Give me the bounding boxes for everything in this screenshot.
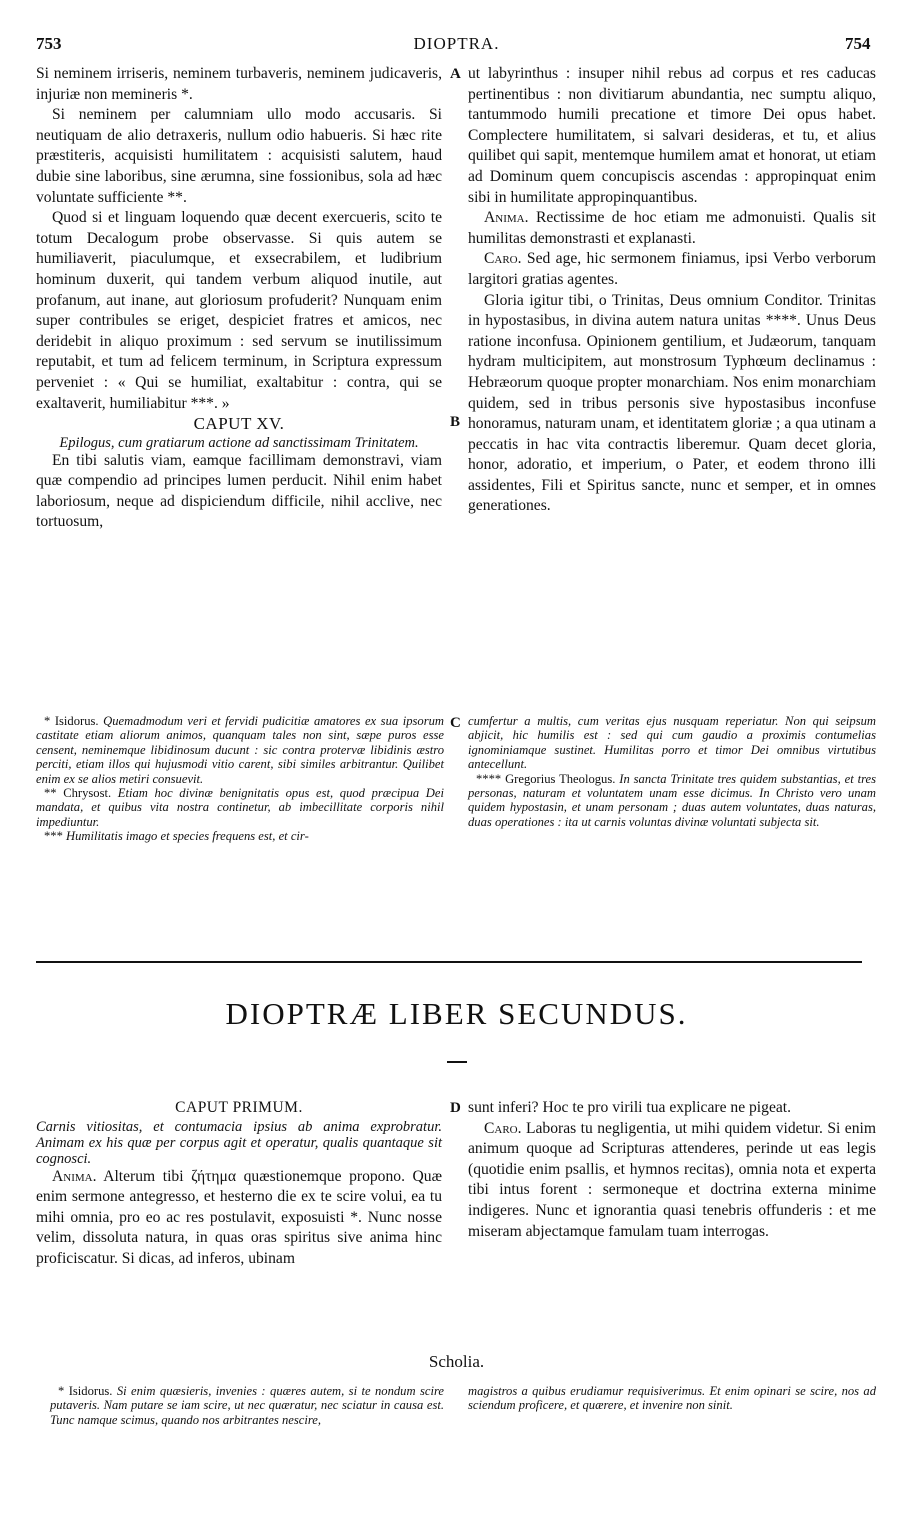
running-title: DIOPTRA. [413, 34, 500, 53]
footnotes-right [468, 714, 876, 829]
chapter-heading-xv: CAPUT XV. [193, 414, 285, 434]
footnote-1: * Isidorus. Quemadmodum veri et fervidi pudicitiæ amatores ex sua ipsorum castitate etiam aliorum animos, quanquam tales non sint, sæpe puros esse censent, neminemque libidinosum ducunt : sic contra protervæ libidinis æstro perciti, etiam illos qui hujusmodi vitio carent, sibi similes arbitrantur. Quilibet enim ex se alios metiri consuevit. [36, 714, 444, 786]
right-paragraph-2: Anima. Rectissime de hoc etiam me admonuisti. Qualis sit humilitas demonstrasti et explanasti. [468, 209, 876, 247]
scholia-right [468, 1384, 876, 1413]
right-column-text [468, 64, 876, 517]
margin-letter-b: B [450, 414, 461, 430]
scholion-1-continued: magistros a quibus erudiamur requisiverimus. Et enim opinari se scire, nos ad sciendum proficere, et quærere, et invenire non sinit. [468, 1384, 876, 1413]
left-column-text [36, 64, 442, 533]
scholia-left [50, 1384, 444, 1427]
book2-left-paragraph: Anima. Alterum tibi ζήτημα quæstionemque propono. Quæ enim sermone antegresso, et hesterno die ex te scire volui, ea tu mihi omnia, pro eo ac res postulavit, exposuisti *. Nunc nosse velim, dissoluta natura, in quas oras spiritus sive anima hinc proficiscatur. Si dicas, ad inferos, ubinam [36, 1167, 442, 1267]
chapter-heading-primum: CAPUT PRIMUM. [175, 1099, 303, 1116]
book-title: DIOPTRÆ LIBER SECUNDUS. [225, 996, 688, 1031]
footnote-4: **** Gregorius Theologus. In sancta Trinitate tres quidem substantias, et tres personas, naturam et voluntatem unam esse dicimus. In Christo vero unam quidem hypostasin, et unam personam ; duas autem voluntates, duas naturas, duas operationes : ita ut carnis voluntas divinæ voluntati subjecta sit. [468, 771, 876, 829]
book2-right-paragraph-1: sunt inferi? Hoc te pro virili tua explicare ne pigeat. [468, 1099, 792, 1116]
speaker-anima-2: Anima. [52, 1167, 97, 1185]
left-paragraph-4: En tibi salutis viam, eamque facillimam demonstravi, viam quæ compendio ad principes lumen perducit. Nihil enim habet laboriosum, neque ad dispiciendum difficile, nihil acclive, nec tortuosum, [36, 451, 442, 531]
right-paragraph-3: Caro. Sed age, hic sermonem finiamus, ipsi Verbo verborum largitori gratias agentes. [468, 250, 876, 288]
book2-right-column [468, 1098, 876, 1242]
right-paragraph-4: Gloria igitur tibi, o Trinitas, Deus omnium Conditor. Trinitas in hypostasibus, in divina autem natura unitas ****. Unus Deus ratione inconfusa. Opinionem gentilium, et Judæorum, tanquam hydram multicipitem, aut monstrosum Typhœum declinamus : Hebræorum quoque propter monarchiam. Nos enim monarchiam quidem, sed in tribus personis sive hypostasibus inconfuse honoramus, naturam unam, et identitatem gloriæ ; a qua utinam a peccatis in hac vita contractis liberemur. Quam decet gloria, honor, adoratio, et imperium, o Pater, et eodem throno illi assidentes, Fili et Spiritus sancte, nunc et semper, et in omnes generationes. [468, 291, 876, 515]
left-paragraph-3: Quod si et linguam loquendo quæ decent exercueris, scito te totum Decalogum probe observasse. Si quis autem se humiliaverit, piaculumque, et exsecrabilem, et ludibrium hominum duxerit, qui tandem verbum aliquod inutile, aut profanum, aut inane, aut gloriosum profuderit? Nunquam enim super contribules se eriget, despiciet fratres et amicos, nec deridebit in aliquo proximum : sed servum se inutilissimum reputabit, et tum ad felicem terminum, in Scriptura expressum perveniet : « Qui se humiliat, exaltabitur : contra, qui se exaltaverit, humiliabitur ***. » [36, 209, 442, 412]
margin-letter-c: C [450, 715, 461, 731]
footnotes-left [36, 714, 444, 844]
footnote-3: *** Humilitatis imago et species frequens est, et cir- [44, 829, 309, 844]
section-divider [36, 961, 862, 963]
title-dash [447, 1061, 467, 1063]
scholion-1: * Isidorus. Si enim quæsieris, invenies : quæres autem, si te nondum scire putaveris. Nam putare se iam scire, ut nec quæratur, nec sciatur in causa est. Tunc namque scimus, quando nos arbitrantes nescire, [50, 1384, 444, 1427]
right-paragraph-1: ut labyrinthus : insuper nihil rebus ad corpus et res caducas pertinentibus : non divitiarum abundantia, nec sumptu aliquo, tantummodo humili precatione et timore Dei opus habet. Complectere humilitatem, si salvari desideras, et tu, et alius quilibet qui sapit, mentemque humilem amat et honorat, ut etiam ad Dominum quem concupiscis ascendas : appropinquat enim sibi in humilitate appropinquantibus. [468, 65, 876, 206]
left-paragraph-2: Si neminem per calumniam ullo modo accusaris. Si neutiquam de alio detraxeris, nullum odio habueris. Si hæc rite præstiteris, acquisisti humilitatem : acquisisti salutem, haud dubie sine laboribus, sine ærumna, sine fossionibus, sola ad hæc voluntate sufficiente **. [36, 106, 442, 206]
book2-argument: Carnis vitiositas, et contumacia ipsius ab anima exprobratur. Animam ex his quæ per corpus agit et operatur, qualis quantaque sit cognosci. [36, 1118, 442, 1167]
left-paragraph-1: Si neminem irriseris, neminem turbaveris, neminem judicaveris, injuriæ non memineris *. [36, 65, 442, 103]
footnote-3-continued: cumfertur a multis, cum veritas ejus nusquam reperiatur. Non qui seipsum abjicit, hic humilis est : sed qui cum gaudio a proximis contumelias ignominiamque sustinet. Humilitas porro et timor Dei omnibus virtutibus antecellunt. [468, 714, 876, 772]
speaker-caro-2: Caro. [484, 1119, 522, 1137]
scholia-heading: Scholia. [428, 1352, 485, 1371]
margin-letter-a: A [450, 66, 461, 82]
footnote-2: ** Chrysost. Etiam hoc divinæ benignitatis opus est, quod præcipua Dei mandata, et quibus vita nostra continetur, ab imbecillitate corporis nihil impediuntur. [36, 786, 444, 829]
speaker-anima: Anima. [484, 209, 529, 227]
speaker-caro: Caro. [484, 250, 522, 268]
page-number-left: 753 [36, 34, 62, 53]
chapter-argument: Epilogus, cum gratiarum actione ad sanctissimam Trinitatem. [59, 434, 419, 451]
book2-right-paragraph-2: Caro. Laboras tu negligentia, ut mihi quidem videtur. Si enim animum quoque ad Scripturas attenderes, perinde ut eas legis (quotidie enim psallis, et hymnos recitas), omnia nota et experta tibi intus forent : sermoneque et doctrina externa minime indigeres. Nunc et ignorantia quasi tenebris offunderis : et me miseram abjectamque famulam tuam interrogas. [468, 1119, 876, 1240]
margin-letter-d: D [450, 1100, 461, 1116]
page-number-right: 754 [845, 34, 871, 53]
book2-left-column [36, 1098, 442, 1270]
